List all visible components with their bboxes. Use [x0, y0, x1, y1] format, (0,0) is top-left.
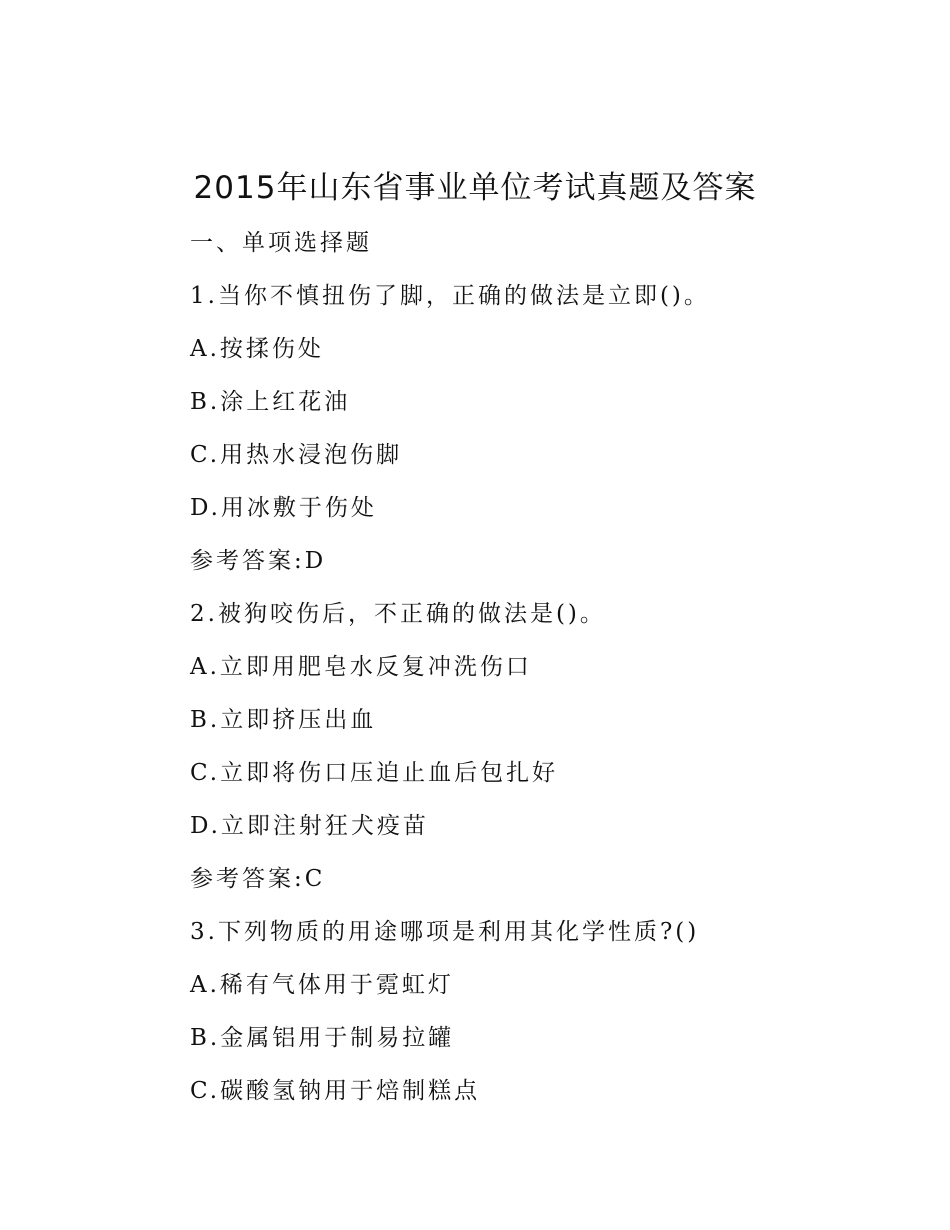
question-3: 3.下列物质的用途哪项是利用其化学性质?(): [190, 919, 700, 945]
q1-option-d: D.用冰敷于伤处: [190, 495, 377, 521]
q2-option-b: B.立即挤压出血: [190, 707, 377, 733]
q1-answer: 参考答案:D: [190, 548, 327, 574]
q1-option-c: C.用热水浸泡伤脚: [190, 442, 403, 468]
page-title: 2015年山东省事业单位考试真题及答案: [193, 170, 757, 206]
q1-option-a: A.按揉伤处: [190, 336, 324, 362]
q3-option-b: B.金属铝用于制易拉罐: [190, 1025, 455, 1051]
question-1: 1.当你不慎扭伤了脚，正确的做法是立即()。: [190, 283, 710, 309]
q3-option-c: C.碳酸氢钠用于焙制糕点: [190, 1078, 481, 1104]
q2-answer: 参考答案:C: [190, 866, 326, 892]
q2-option-a: A.立即用肥皂水反复冲洗伤口: [190, 654, 532, 680]
q3-option-a: A.稀有气体用于霓虹灯: [190, 972, 454, 998]
section-heading: 一、单项选择题: [190, 230, 372, 256]
question-2: 2.被狗咬伤后，不正确的做法是()。: [190, 601, 606, 627]
q2-option-c: C.立即将伤口压迫止血后包扎好: [190, 760, 559, 786]
q2-option-d: D.立即注射狂犬疫苗: [190, 813, 429, 839]
q1-option-b: B.涂上红花油: [190, 389, 351, 415]
